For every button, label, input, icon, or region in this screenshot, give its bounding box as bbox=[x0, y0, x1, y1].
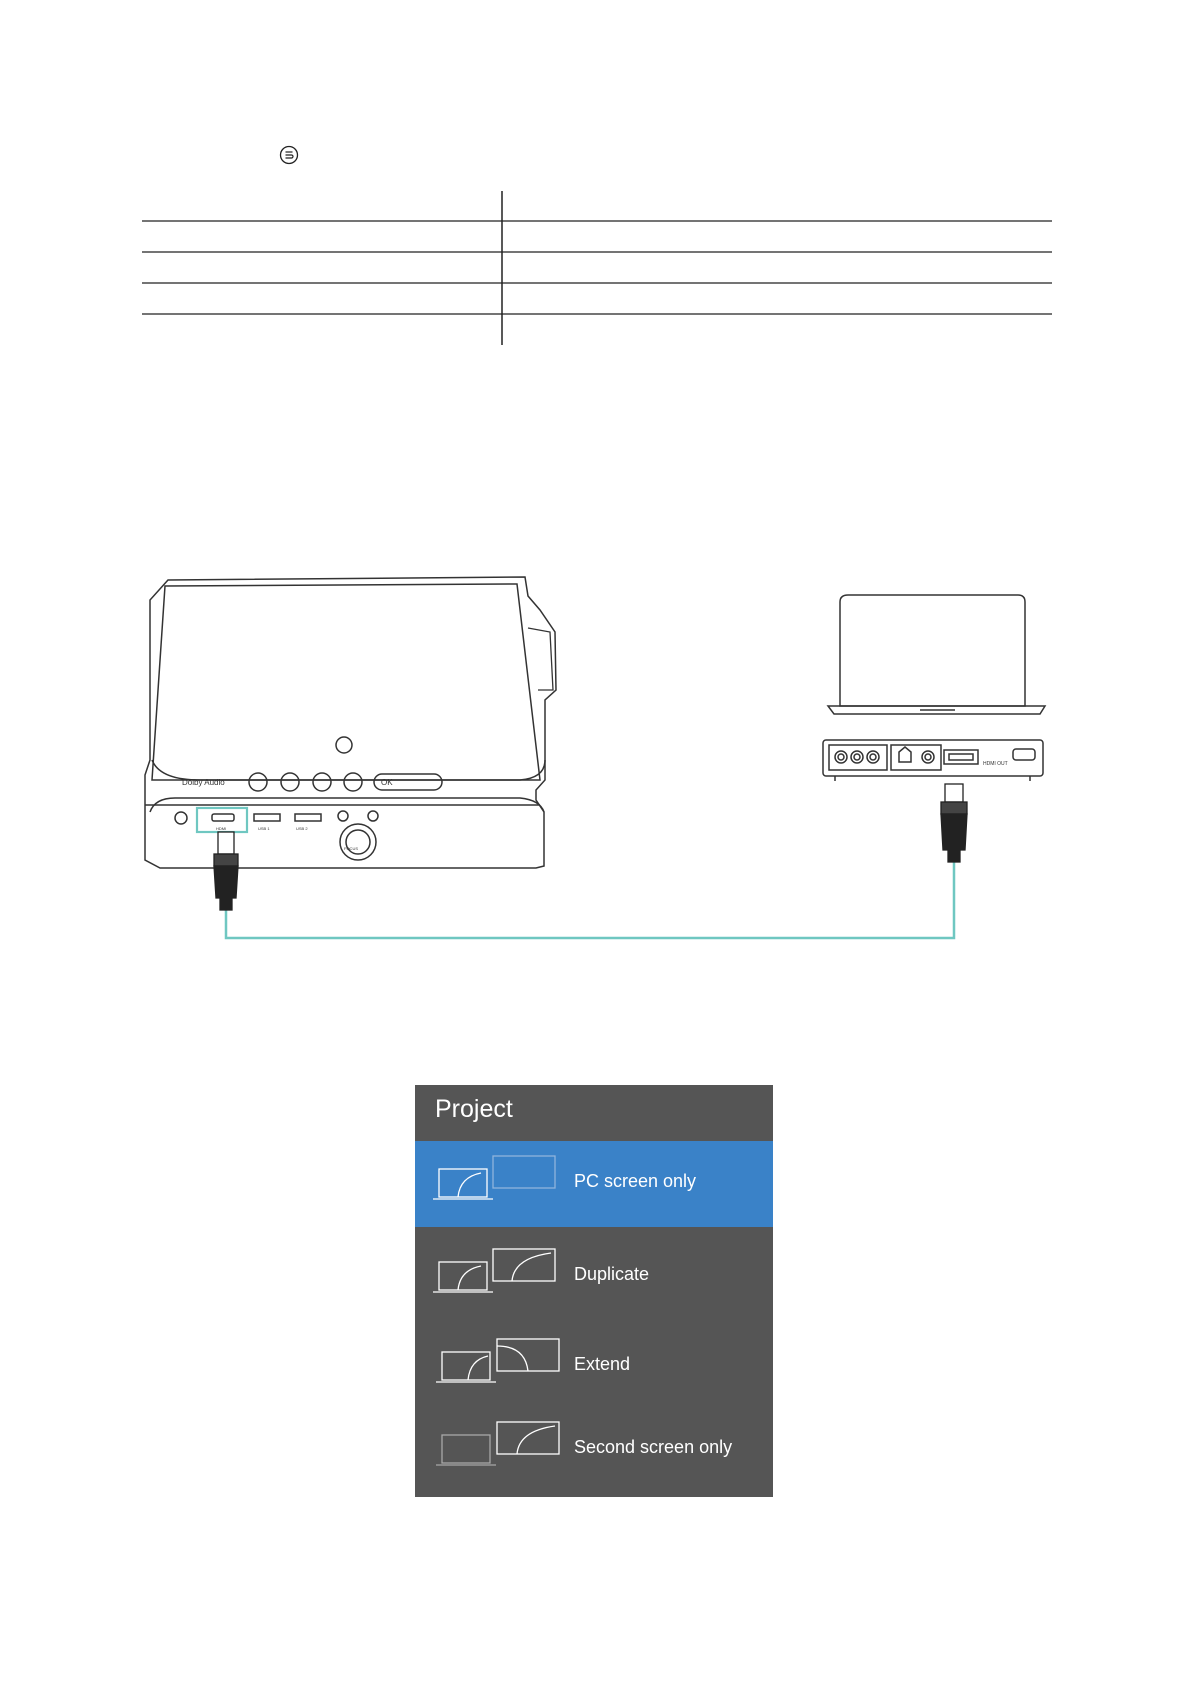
projector-focus-label: FOCUS bbox=[344, 846, 358, 851]
projector-ok-label: OK bbox=[381, 778, 393, 787]
dolby-audio-label: Dolby Audio bbox=[182, 778, 225, 787]
extend-icon bbox=[433, 1338, 563, 1390]
project-display-menu bbox=[415, 1085, 773, 1497]
pc-screen-only-icon bbox=[433, 1155, 563, 1207]
duplicate-icon bbox=[433, 1248, 563, 1300]
projector-hdmi-port-label: HDMI bbox=[216, 826, 227, 831]
projector-usb1-label: USB 1 bbox=[258, 826, 270, 831]
hdmi-connector-projector bbox=[214, 832, 238, 910]
source-device-back-panel bbox=[823, 740, 1043, 781]
option-label: PC screen only bbox=[574, 1171, 697, 1191]
hdmi-cable bbox=[226, 862, 954, 938]
option-extend[interactable] bbox=[415, 1324, 773, 1410]
laptop-illustration bbox=[828, 595, 1045, 714]
projector-usb2-label: USB 2 bbox=[296, 826, 308, 831]
option-pc-screen-only[interactable] bbox=[415, 1141, 773, 1227]
hdmi-connector-source bbox=[941, 784, 967, 862]
empty-table-grid bbox=[0, 0, 1191, 360]
hdmi-out-label: HDMI OUT bbox=[983, 761, 1008, 767]
option-label: Extend bbox=[574, 1354, 631, 1374]
hdmi-connection-diagram bbox=[0, 560, 1191, 960]
option-duplicate[interactable] bbox=[415, 1234, 773, 1320]
option-label: Second screen only bbox=[574, 1437, 733, 1457]
project-menu-title: Project bbox=[435, 1095, 513, 1123]
projector-illustration bbox=[145, 577, 556, 868]
second-screen-only-icon bbox=[433, 1421, 563, 1473]
option-label: Duplicate bbox=[574, 1264, 650, 1284]
option-second-screen-only[interactable] bbox=[415, 1407, 773, 1493]
